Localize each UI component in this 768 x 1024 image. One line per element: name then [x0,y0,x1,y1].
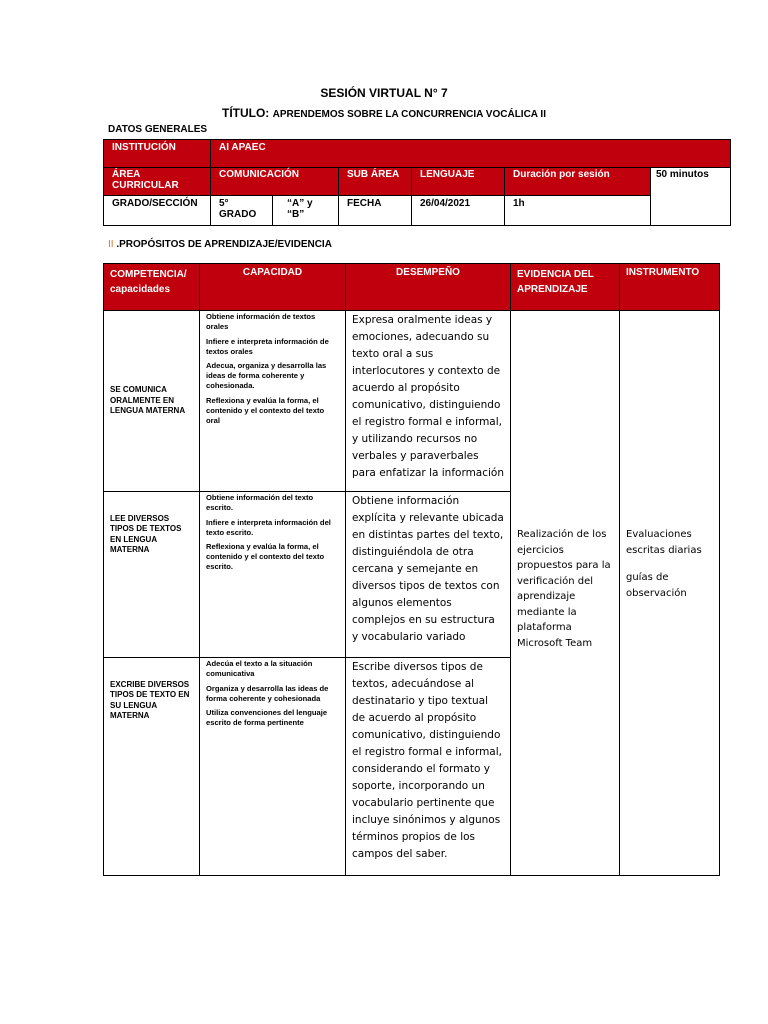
capacidad-item: Reflexiona y evalúa la forma, el contenido y el contexto del texto oral [206,396,325,425]
area-value: COMUNICACIÓN [210,167,339,196]
duracion-label: Duración por sesión [504,167,651,196]
table-row-3-capacidades [199,657,346,876]
instrumento-item: guías de observación [626,572,687,599]
institucion-label: INSTITUCIÓN [103,139,211,168]
capacidad-item: Infiere e interpreta información de textos orales [206,336,329,356]
seccion-value: “A” y “B” [272,195,339,226]
institucion-value: AI APAEC [210,139,731,168]
table-row-2-competencia [103,491,200,658]
capacidad-item: Adecua, organiza y desarrolla las ideas de forma coherente y cohesionada. [206,361,327,391]
section-numeral: II [108,239,114,250]
capacidad-item: Infiere e interpreta información del texto escrito. [206,517,331,537]
header-competencia: COMPETENCIA/ capacidades [103,263,200,311]
fecha-value: 26/04/2021 [411,195,505,226]
section-title [108,239,332,250]
datos-generales-label: DATOS GENERALES [108,124,208,135]
duracion-value: 50 minutos [650,167,731,226]
header-capacidad: CAPACIDAD [199,263,346,311]
fecha-label: FECHA [338,195,412,226]
table-row-3-competencia [103,657,200,876]
instrumento-cell [619,310,720,876]
section-title-text: .PROPÓSITOS DE APRENDIZAJE/EVIDENCIA [113,239,332,250]
grado-label: GRADO/SECCIÓN [103,195,211,226]
capacidad-item: Organiza y desarrolla las ideas de forma coherente y cohesionada [206,683,329,703]
capacidad-item: Adecúa el texto a la situación comunicativa [206,659,313,678]
capacidad-item: Obtiene información del texto escrito. [206,493,314,512]
header-desempeno: DESEMPEÑO [345,263,511,311]
grado-value: 5° GRADO [210,195,273,226]
table-row-1-competencia [103,310,200,492]
instrumento-item: Evaluaciones escritas diarias [626,529,702,556]
subarea-label: SUB ÁREA [338,167,412,196]
session-subtitle [0,106,768,120]
subtitle-prefix: TÍTULO: [221,106,273,120]
table-row-3-desempeno: Escribe diversos tipos de textos, adecuándose al destinatario y tipo textual de acuerdo al propósito comunicativo, distinguiendo el registro formal e informal, considerando el formato y soporte, incorporando un vocabulario pertinente que incluye sinónimos y algunos términos propios de los campos del saber. [345,657,511,876]
table-row-1-capacidades [199,310,346,492]
capacidad-item: Utiliza convenciones del lenguaje escrito de forma pertinente [206,708,328,728]
capacidad-item: Reflexiona y evalúa la forma, el contenido y el contexto del texto escrito. [206,542,325,572]
table-row-2-desempeno: Obtiene información explícita y relevante ubicada en distintas partes del texto, distinguiéndola de otra cercana y semejante en diversos tipos de textos con algunos elementos complejos en su estructura y vocabulario variado [345,491,511,658]
evidencia-cell: Realización de los ejercicios propuestos para la verificación del aprendizaje mediante la plataforma Microsoft Team [510,310,620,876]
competencia-text: EXCRIBE DIVERSOS TIPOS DE TEXTO EN SU LENGUA MATERNA [110,680,190,721]
subtitle-text: APRENDEMOS SOBRE LA CONCURRENCIA VOCÁLICA II [272,109,546,120]
header-instrumento: INSTRUMENTO [619,263,720,311]
competencia-text: SE COMUNICA ORALMENTE EN LENGUA MATERNA [110,385,186,416]
header-evidencia: EVIDENCIA DEL APRENDIZAJE [510,263,620,311]
horas-value: 1h [504,195,651,226]
capacidad-item: Obtiene información de textos orales [206,312,316,331]
session-title: SESIÓN VIRTUAL N° 7 [320,86,448,100]
competencia-text: LEE DIVERSOS TIPOS DE TEXTOS EN LENGUA MATERNA [110,514,182,555]
subarea-value: LENGUAJE [411,167,505,196]
table-row-1-desempeno: Expresa oralmente ideas y emociones, adecuando su texto oral a sus interlocutores y contexto de acuerdo al propósito comunicativo, distinguiendo el registro formal e informal, y utilizando recursos no verbales y paraverbales para enfatizar la información [345,310,511,492]
area-label: ÁREA CURRICULAR [103,167,211,196]
table-row-2-capacidades [199,491,346,658]
